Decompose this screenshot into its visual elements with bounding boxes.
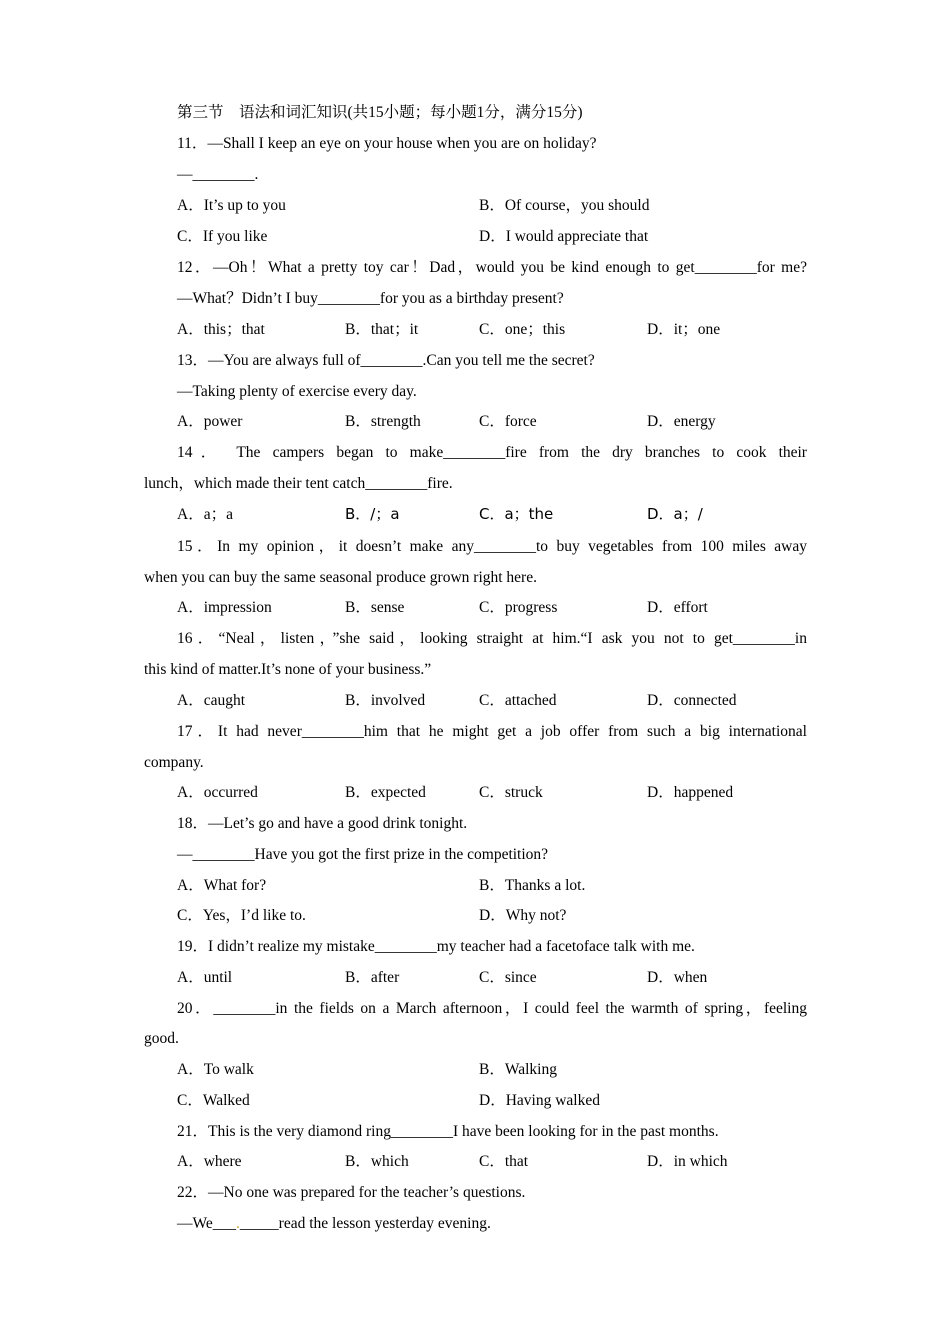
question-number: 21． [177,1123,209,1140]
option-b: B．involved [345,692,426,709]
option-a: A．occurred [177,784,258,801]
question-text: “Neal，listen，”she said，looking straight at him.“I ask you not to get________in [218,630,807,647]
question-16-continued: this kind of matter.It’s none of your business.” [144,661,432,678]
question-21 [177,1116,807,1147]
question-20-continued: good. [144,1030,179,1047]
question-22-response: —We___._____read the lesson yesterday evening. [177,1215,491,1232]
option-d: D．in which [647,1153,728,1170]
option-c: C．since [479,969,537,986]
option-d: D．it；one [647,321,721,338]
option-d: D．happened [647,784,734,801]
question-17 [177,716,807,747]
option-d: D．when [647,969,708,986]
option-b: B．expected [345,784,426,801]
option-c: C．one；this [479,321,566,338]
question-text: In my opinion，it doesn’t make any________to buy vegetables from 100 miles away [217,538,807,555]
option-b: B．sense [345,599,405,616]
question-text: ________in the fields on a March afternoon，I could feel the warmth of spring，feeling [213,1000,807,1017]
option-a: A．where [177,1153,242,1170]
question-number: 11． [177,135,208,152]
option-c: C．attached [479,692,557,709]
option-a: A．impression [177,599,272,616]
question-number: 18． [177,815,209,832]
option-b: B．that；it [345,321,419,338]
option-b: B．after [345,969,400,986]
option-a: A．caught [177,692,246,709]
option-d: D．a；/ [647,505,703,523]
question-number: 14． [177,444,225,461]
question-text: —You are always full of________.Can you tell me the secret? [208,352,595,369]
option-d: D．I would appreciate that [479,228,649,245]
question-19 [177,931,807,962]
option-b: B．strength [345,413,421,430]
question-text: It had never________him that he might get a job offer from such a big international [217,723,807,740]
option-c: C．struck [479,784,543,801]
option-c: C．a；the [479,505,554,523]
question-14 [177,437,807,468]
option-c: C．force [479,413,537,430]
question-13-response: —Taking plenty of exercise every day. [177,383,417,400]
question-text: —Oh！What a pretty toy car！Dad，would you be kind enough to get________for me? [213,259,807,276]
question-16 [177,623,807,654]
question-number: 12． [177,259,214,276]
option-d: D．connected [647,692,737,709]
question-text: The campers began to make________fire from the dry branches to cook their [236,444,807,461]
option-a: A．a；a [177,506,233,523]
question-11 [177,128,807,159]
question-text: I didn’t realize my mistake________my teacher had a facetoface talk with me. [208,938,695,955]
question-18-response: —________Have you got the first prize in the competition? [177,846,549,863]
question-22 [177,1177,807,1208]
question-number: 13． [177,352,209,369]
option-b: B．which [345,1153,409,1170]
question-number: 19． [177,938,209,955]
question-text: —Let’s go and have a good drink tonight. [208,815,468,832]
question-17-continued: company. [144,754,204,771]
question-11-response: —________. [177,166,259,183]
question-18 [177,808,807,839]
question-13 [177,345,807,376]
option-a: A．To walk [177,1061,254,1078]
option-d: D．energy [647,413,716,430]
question-number: 20． [177,1000,214,1017]
question-15 [177,531,807,562]
option-b: B．Thanks a lot. [479,877,586,894]
question-text: This is the very diamond ring________I have been looking for in the past months. [208,1123,719,1140]
option-a: A．What for? [177,877,267,894]
question-text: —Shall I keep an eye on your house when you are on holiday? [207,135,597,152]
question-14-continued: lunch，which made their tent catch________fire. [144,475,453,492]
option-b: B．/；a [345,505,400,523]
question-number: 16． [177,630,219,647]
option-b: B．Walking [479,1061,557,1078]
question-15-continued: when you can buy the same seasonal produce grown right here. [144,569,537,586]
question-12 [177,252,807,283]
option-c: C．Walked [177,1092,250,1109]
question-text: —No one was prepared for the teacher’s questions. [208,1184,526,1201]
option-c: C．that [479,1153,529,1170]
option-c: C．progress [479,599,558,616]
option-b: B．Of course，you should [479,197,650,214]
option-c: C．Yes，I’d like to. [177,907,306,924]
question-20 [177,993,807,1024]
option-a: A．It’s up to you [177,197,286,214]
question-number: 17． [177,723,218,740]
question-12-response: —What？Didn’t I buy________for you as a birthday present? [177,290,564,307]
option-c: C．If you like [177,228,268,245]
option-d: D．effort [647,599,708,616]
question-number: 22． [177,1184,209,1201]
option-a: A．until [177,969,233,986]
stray-dot-mark: . [236,1215,240,1232]
section-title: 第三节 语法和词汇知识(共15小题；每小题1分，满分15分) [177,104,583,121]
option-d: D．Why not? [479,907,567,924]
question-number: 15． [177,538,218,555]
option-a: A．this；that [177,321,265,338]
option-a: A．power [177,413,243,430]
option-d: D．Having walked [479,1092,600,1109]
